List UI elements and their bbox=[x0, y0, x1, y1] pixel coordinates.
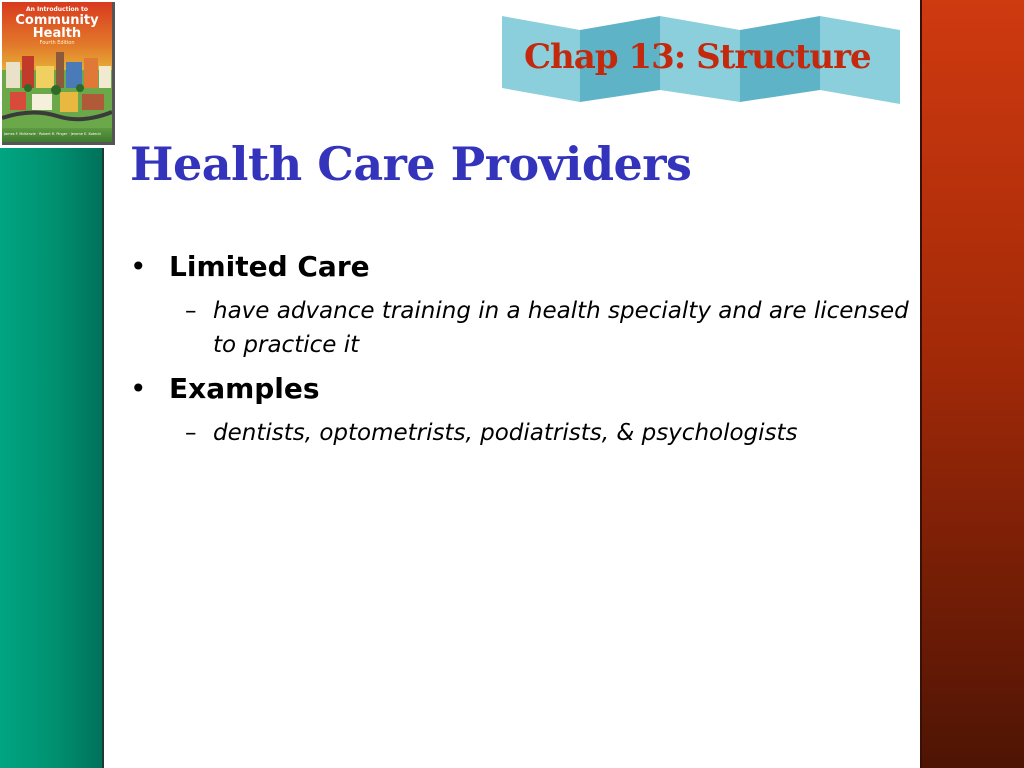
sub-bullet-limited-care bbox=[185, 294, 910, 362]
book-authors: James F. McKenzie · Robert R. Pinger · Jerome E. Kotecki bbox=[4, 132, 102, 136]
sub-bullet-text: have advance training in a health specialty and are licensed to practice it bbox=[213, 298, 909, 358]
sub-bullet-dash: – bbox=[185, 420, 197, 446]
book-cover bbox=[2, 2, 115, 145]
bullet-label: Examples bbox=[169, 372, 320, 405]
bullet-dot: • bbox=[130, 250, 147, 283]
bullet-dot: • bbox=[130, 372, 147, 405]
book-edition: Fourth Edition bbox=[39, 40, 75, 46]
slide-title: Health Care Providers bbox=[130, 137, 692, 191]
sub-bullet-text: dentists, optometrists, podiatrists, & psychologists bbox=[213, 420, 798, 446]
community-illustration bbox=[2, 48, 112, 128]
right-accent-bar bbox=[920, 0, 1024, 768]
book-top-line: An Introduction to bbox=[26, 6, 88, 13]
sub-bullet-examples bbox=[185, 416, 910, 450]
slide-content bbox=[130, 248, 910, 458]
bullet-label: Limited Care bbox=[169, 250, 370, 283]
book-title-line2: Health bbox=[32, 26, 82, 41]
chapter-title: Chap 13: Structure bbox=[524, 37, 871, 77]
book-cover-thumbnail bbox=[0, 0, 116, 148]
book-title bbox=[6, 14, 108, 40]
bullet-limited-care bbox=[130, 248, 910, 286]
sub-bullet-dash: – bbox=[185, 298, 197, 324]
bullet-examples bbox=[130, 370, 910, 408]
book-title-line1: Community bbox=[15, 13, 99, 28]
